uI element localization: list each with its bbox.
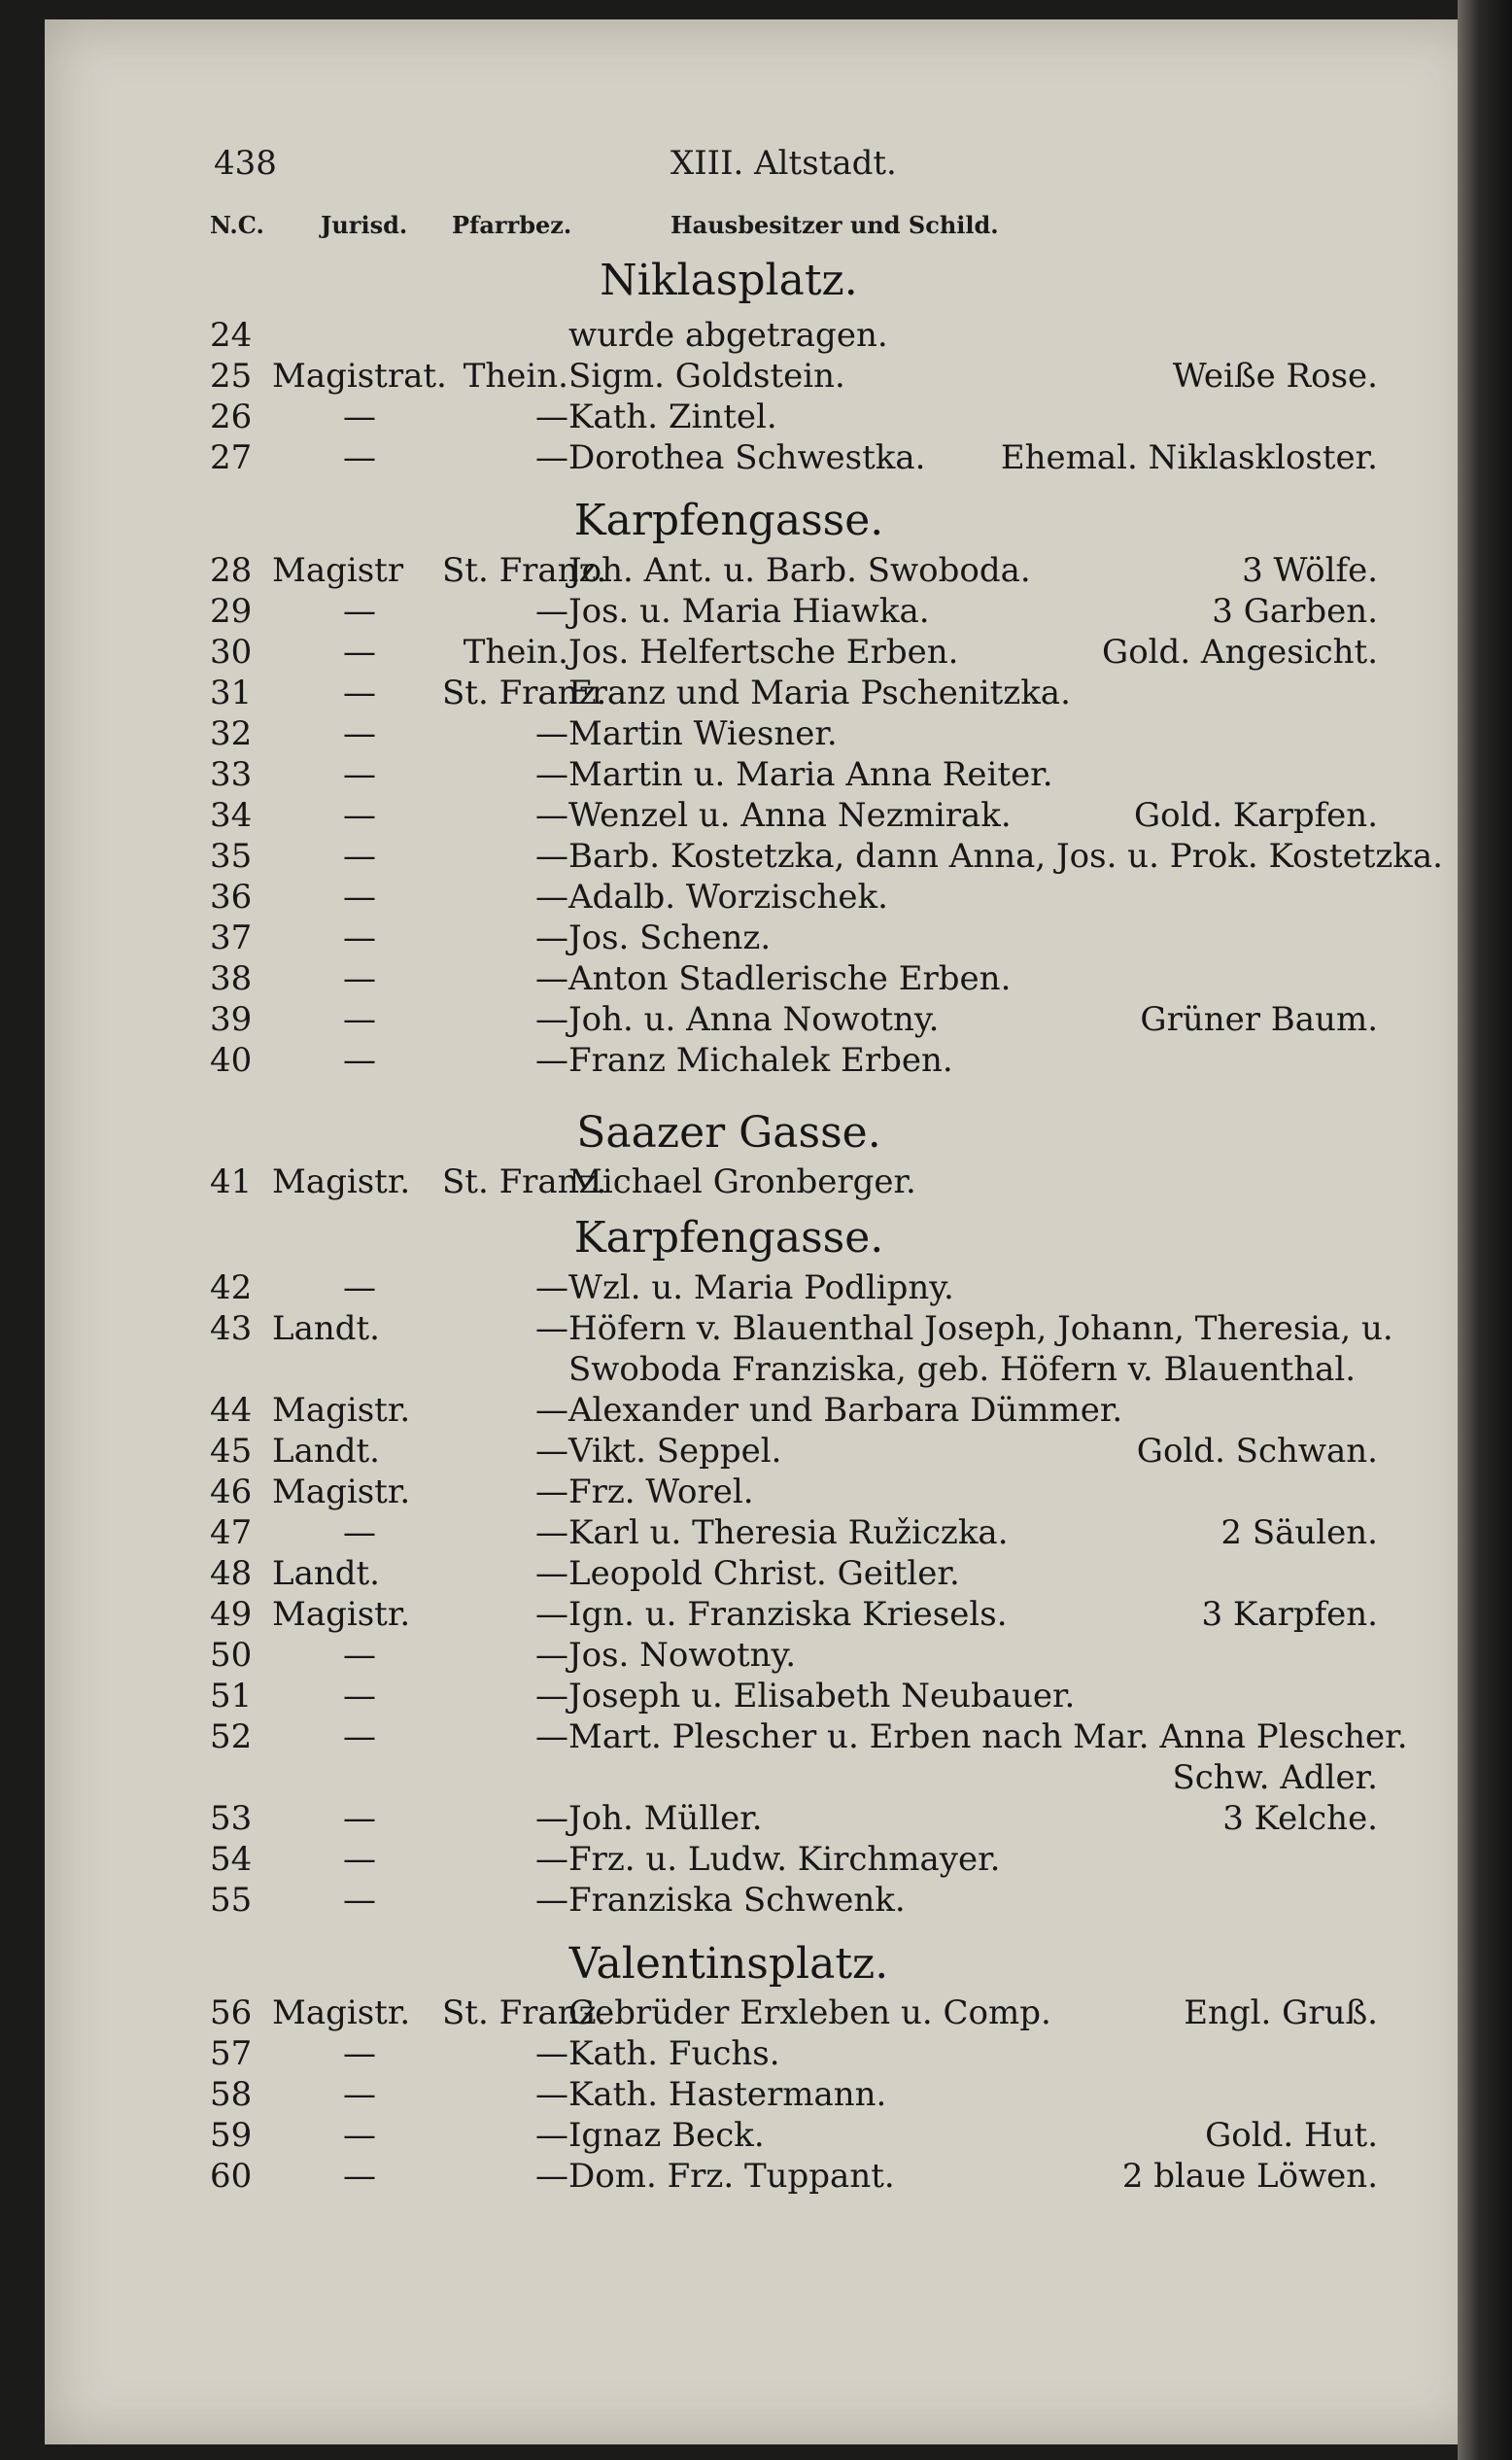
jurisdiction: Magistr [272,551,404,590]
table-row [0,1554,1512,1595]
house-number: 43 [210,1309,253,1348]
jurisdiction: — [343,592,376,631]
jurisdiction: Magistr. [272,1391,411,1430]
house-sign: Gold. Schwan. [1136,1432,1378,1471]
jurisdiction: Magistr. [272,1473,411,1511]
table-row [0,1000,1512,1041]
house-number: 40 [210,1041,253,1080]
owner: Kath. Fuchs. [568,2034,780,2073]
house-number: 46 [210,1473,253,1511]
parish: — [535,1513,568,1552]
owner: Sigm. Goldstein. [568,357,845,396]
jurisdiction: — [343,1636,376,1675]
house-number: 60 [210,2157,253,2196]
house-number: 53 [210,1799,253,1838]
parish: — [535,878,568,917]
owner: Mart. Plescher u. Erben nach Mar. Anna Plescher. [568,1717,1408,1756]
table-row [0,959,1512,1000]
house-number: 41 [210,1162,253,1201]
owner: Joseph u. Elisabeth Neubauer. [568,1677,1076,1715]
column-header-jurisdiction: Jurisd. [321,211,408,239]
owner: Adalb. Worzischek. [568,878,888,917]
section-title: Valentinsplatz. [568,1939,889,1989]
house-sign: Engl. Gruß. [1184,1993,1378,2032]
parish: — [535,918,568,957]
jurisdiction: Magistr. [272,1595,411,1634]
table-row [0,1636,1512,1677]
owner: Franz Michalek Erben. [568,1041,953,1080]
table-row [0,1473,1512,1513]
owner: Jos. Schenz. [568,918,772,957]
parish: — [535,1636,568,1675]
jurisdiction: Magistr. [272,1162,411,1201]
owner-continuation: Swoboda Franziska, geb. Höfern v. Blauenthal. [568,1350,1357,1389]
parish: — [535,837,568,876]
house-number: 39 [210,1000,253,1039]
house-number: 50 [210,1636,253,1675]
table-row [0,1840,1512,1881]
table-row [0,1162,1512,1203]
owner: Jos. Nowotny. [568,1636,797,1675]
house-number: 44 [210,1391,253,1430]
owner: Frz. u. Ludw. Kirchmayer. [568,1840,1001,1879]
column-header-owner: Hausbesitzer und Schild. [670,211,999,239]
house-number: 56 [210,1993,253,2032]
owner: Jos. u. Maria Hiawka. [568,592,930,631]
parish: — [535,2116,568,2155]
house-number: 51 [210,1677,253,1715]
table-row [0,1268,1512,1309]
table-row [0,592,1512,633]
house-sign: Grüner Baum. [1140,1000,1378,1039]
table-row [0,1513,1512,1554]
parish: — [535,1840,568,1879]
house-sign: 3 Wölfe. [1242,551,1378,590]
jurisdiction: Landt. [272,1554,380,1593]
jurisdiction: — [343,1000,376,1039]
running-header: XIII. Altstadt. [670,144,897,183]
parish: — [535,1799,568,1838]
jurisdiction: — [343,2034,376,2073]
house-number: 31 [210,674,253,712]
owner: Martin Wiesner. [568,714,838,753]
parish: — [535,2075,568,2114]
owner: Joh. Müller. [568,1799,763,1838]
jurisdiction: — [343,1717,376,1756]
parish: — [535,959,568,998]
parish: St. Franz. [442,1993,607,2032]
parish: — [535,1473,568,1511]
jurisdiction: — [343,755,376,794]
house-number: 37 [210,918,253,957]
table-row [0,2157,1512,2198]
table-row [0,674,1512,714]
house-sign: 3 Karpfen. [1201,1595,1378,1634]
owner: Franziska Schwenk. [568,1881,906,1920]
section-title: Karpfengasse. [573,1213,884,1263]
house-sign: Gold. Hut. [1205,2116,1378,2155]
jurisdiction: Magistr. [272,1993,411,2032]
house-number: 49 [210,1595,253,1634]
house-number: 32 [210,714,253,753]
house-sign: 3 Garben. [1212,592,1378,631]
parish: — [535,398,568,436]
house-number: 25 [210,357,253,396]
jurisdiction: — [343,1799,376,1838]
section-title: Saazer Gasse. [576,1108,881,1158]
column-header-number: N.C. [210,211,264,239]
jurisdiction: — [343,674,376,712]
parish: — [535,714,568,753]
jurisdiction: — [343,398,376,436]
jurisdiction: — [343,1041,376,1080]
owner: wurde abgetragen. [568,316,888,355]
house-number: 35 [210,837,253,876]
parish: — [535,1391,568,1430]
house-sign: Gold. Karpfen. [1134,796,1378,835]
house-number: 33 [210,755,253,794]
owner: Martin u. Maria Anna Reiter. [568,755,1053,794]
jurisdiction: — [343,837,376,876]
owner: Ignaz Beck. [568,2116,765,2155]
parish: — [535,1041,568,1080]
jurisdiction: — [343,878,376,917]
house-number: 34 [210,796,253,835]
parish: — [535,2157,568,2196]
table-row [0,714,1512,755]
house-number: 47 [210,1513,253,1552]
house-number: 54 [210,1840,253,1879]
table-row [0,438,1512,479]
table-row [0,1717,1512,1758]
house-number: 59 [210,2116,253,2155]
jurisdiction: — [343,1677,376,1715]
table-row [0,551,1512,592]
jurisdiction: — [343,2157,376,2196]
jurisdiction: Magistrat. [272,357,447,396]
house-sign: Schw. Adler. [1172,1758,1378,1797]
owner: Ign. u. Franziska Kriesels. [568,1595,1008,1634]
column-header-parish: Pfarrbez. [452,211,572,239]
house-number: 36 [210,878,253,917]
table-row [0,2075,1512,2116]
parish: — [535,592,568,631]
parish: — [535,1595,568,1634]
table-row [0,2034,1512,2075]
owner: Anton Stadlerische Erben. [568,959,1012,998]
parish: St. Franz. [442,674,607,712]
parish: — [535,1268,568,1307]
house-number: 58 [210,2075,253,2114]
owner: Joh. Ant. u. Barb. Swoboda. [568,551,1031,590]
owner: Leopold Christ. Geitler. [568,1554,960,1593]
house-sign: 2 blaue Löwen. [1121,2157,1378,2196]
house-number: 45 [210,1432,253,1471]
table-row [0,796,1512,837]
owner: Jos. Helfertsche Erben. [568,633,959,672]
jurisdiction: — [343,1881,376,1920]
owner: Höfern v. Blauenthal Joseph, Johann, Theresia, u. [568,1309,1393,1348]
owner: Dorothea Schwestka. [568,438,926,477]
jurisdiction: — [343,438,376,477]
parish: — [535,1717,568,1756]
table-row [0,878,1512,918]
jurisdiction: Landt. [272,1432,380,1471]
house-number: 26 [210,398,253,436]
owner: Wenzel u. Anna Nezmirak. [568,796,1012,835]
jurisdiction: Landt. [272,1309,380,1348]
jurisdiction: — [343,714,376,753]
table-row [0,1677,1512,1717]
house-sign: Ehemal. Niklaskloster. [1000,438,1378,477]
parish: — [535,1309,568,1348]
parish: — [535,1677,568,1715]
parish: — [535,755,568,794]
parish: St. Franz. [442,551,607,590]
owner: Barb. Kostetzka, dann Anna, Jos. u. Prok. Kostetzka. [568,837,1443,876]
owner: Michael Gronberger. [568,1162,916,1201]
table-row [0,398,1512,438]
parish: — [535,438,568,477]
table-row [0,316,1512,357]
owner: Kath. Hastermann. [568,2075,887,2114]
section-title: Karpfengasse. [573,496,884,545]
jurisdiction: — [343,959,376,998]
owner: Franz und Maria Pschenitzka. [568,674,1071,712]
jurisdiction: — [343,1268,376,1307]
table-row [0,1309,1512,1350]
owner: Gebrüder Erxleben u. Comp. [568,1993,1051,2032]
house-sign: Gold. Angesicht. [1102,633,1378,672]
table-row [0,357,1512,398]
table-row [0,1432,1512,1473]
jurisdiction: — [343,2075,376,2114]
table-row [0,2116,1512,2157]
house-number: 30 [210,633,253,672]
owner: Frz. Worel. [568,1473,754,1511]
house-number: 38 [210,959,253,998]
house-number: 27 [210,438,253,477]
house-number: 24 [210,316,253,355]
owner: Wzl. u. Maria Podlipny. [568,1268,954,1307]
table-row [0,1993,1512,2034]
jurisdiction: — [343,918,376,957]
table-row [0,1041,1512,1082]
parish: — [535,1881,568,1920]
table-row [0,1391,1512,1432]
owner: Kath. Zintel. [568,398,777,436]
house-sign: 3 Kelche. [1222,1799,1378,1838]
table-row [0,837,1512,878]
house-sign: 2 Säulen. [1220,1513,1378,1552]
house-number: 42 [210,1268,253,1307]
house-number: 48 [210,1554,253,1593]
parish: St. Franz. [442,1162,607,1201]
jurisdiction: — [343,2116,376,2155]
page-number: 438 [214,144,277,183]
house-number: 52 [210,1717,253,1756]
table-row [0,1799,1512,1840]
house-number: 28 [210,551,253,590]
owner: Alexander und Barbara Dümmer. [568,1391,1123,1430]
table-row [0,1881,1512,1922]
section-title: Niklasplatz. [600,256,858,305]
house-number: 57 [210,2034,253,2073]
house-number: 29 [210,592,253,631]
owner: Joh. u. Anna Nowotny. [568,1000,940,1039]
parish: — [535,2034,568,2073]
jurisdiction: — [343,1840,376,1879]
table-row [0,1595,1512,1636]
jurisdiction: — [343,1513,376,1552]
owner: Karl u. Theresia Ružiczka. [568,1513,1009,1552]
jurisdiction: — [343,796,376,835]
table-row [0,755,1512,796]
table-row [0,633,1512,674]
parish: — [535,1432,568,1471]
owner: Vikt. Seppel. [568,1432,782,1471]
parish: — [535,796,568,835]
owner: Dom. Frz. Tuppant. [568,2157,895,2196]
parish: — [535,1554,568,1593]
parish: — [535,1000,568,1039]
house-number: 55 [210,1881,253,1920]
parish: Thein. [463,633,568,672]
jurisdiction: — [343,633,376,672]
parish: Thein. [463,357,568,396]
house-sign: Weiße Rose. [1172,357,1378,396]
table-row [0,918,1512,959]
